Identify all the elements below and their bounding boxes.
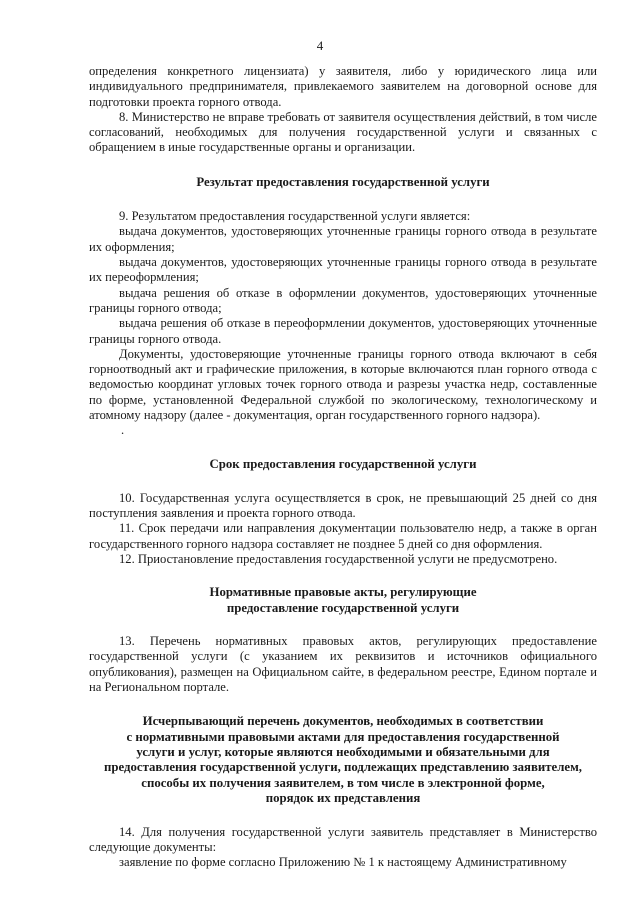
- paragraph-9-item-2: выдача документов, удостоверяющих уточненные границы горного отвода в результате их переоформления;: [89, 255, 597, 285]
- heading-documents: [89, 714, 597, 806]
- paragraph-9: 9. Результатом предоставления государственной услуги является:: [119, 209, 471, 224]
- page-number: 4: [316, 38, 324, 53]
- paragraph-11: 11. Срок передачи или направления документации пользователю недр, а также в орган государственного горного надзора составляет не позднее 5 дней со дня оформления.: [89, 521, 597, 551]
- heading-acts: [89, 585, 597, 616]
- heading-documents-line-6: порядок их представления: [265, 791, 421, 806]
- paragraph-9-item-4: выдача решения об отказе в переоформлении документов, удостоверяющих уточненные границы горного отвода.: [89, 316, 597, 346]
- paragraph-12: 12. Приостановление предоставления государственной услуги не предусмотрено.: [119, 551, 558, 566]
- heading-documents-line-3: услуги и услуг, которые являются необходимыми и обязательными для: [136, 745, 550, 760]
- paragraph-9-documents: Документы, удостоверяющие уточненные границы горного отвода включают в себя горноотводный акт и графические приложения, в которые включаются план горного отвода с ведомостью координат угловых точек горного отвода и разрезы участка недр, составленные по форме, установленной Федеральной службой по экологическому, технологическому и атомному надзору (далее - документация, орган государственного горного надзора).: [89, 346, 597, 423]
- heading-acts-line-1: Нормативные правовые акты, регулирующие: [209, 585, 477, 600]
- stray-dot: .: [121, 423, 125, 438]
- page-content: [89, 64, 597, 871]
- paragraph-10: 10. Государственная услуга осуществляется в срок, не превышающий 25 дней со дня поступления заявления и проекта горного отвода.: [89, 490, 597, 521]
- heading-documents-line-2: с нормативными правовыми актами для предоставления государственной: [126, 729, 560, 744]
- heading-documents-line-5: способы их получения заявителем, в том числе в электронной форме,: [141, 775, 545, 790]
- paragraph-continuation: определения конкретного лицензиата) у заявителя, либо у юридического лица или индивидуального предпринимателя, привлекаемого заявителем на договорной основе для подготовки проекта горного отвода.: [89, 64, 597, 109]
- heading-result: Результат предоставления государственной услуги: [196, 174, 490, 189]
- heading-acts-line-2: предоставление государственной услуги: [226, 600, 460, 615]
- heading-documents-line-1: Исчерпывающий перечень документов, необходимых в соответствии: [142, 714, 544, 729]
- paragraph-13: 13. Перечень нормативных правовых актов, регулирующих предоставление государственной услуги (с указанием их реквизитов и источников официального опубликования), размещен на Официальном сайте, в федеральном реестре, Едином портале и на Региональном портале.: [89, 634, 597, 694]
- paragraph-14-item-1: заявление по форме согласно Приложению № 1 к настоящему Административному: [119, 855, 567, 870]
- paragraph-9-item-3: выдача решения об отказе в оформлении документов, удостоверяющих уточненные границы горного отвода;: [89, 285, 597, 315]
- paragraph-14: 14. Для получения государственной услуги заявитель представляет в Министерство следующие документы:: [89, 824, 597, 854]
- paragraph-8: 8. Министерство не вправе требовать от заявителя осуществления действий, в том числе согласований, необходимых для получения государственной услуги и связанных с обращением в иные государственные органы и организации.: [89, 109, 597, 155]
- heading-documents-line-4: предоставления государственной услуги, подлежащих представлению заявителем,: [104, 760, 582, 775]
- paragraph-9-item-1: выдача документов, удостоверяющих уточненные границы горного отвода в результате их оформления;: [89, 224, 597, 254]
- heading-term: Срок предоставления государственной услуги: [209, 457, 477, 472]
